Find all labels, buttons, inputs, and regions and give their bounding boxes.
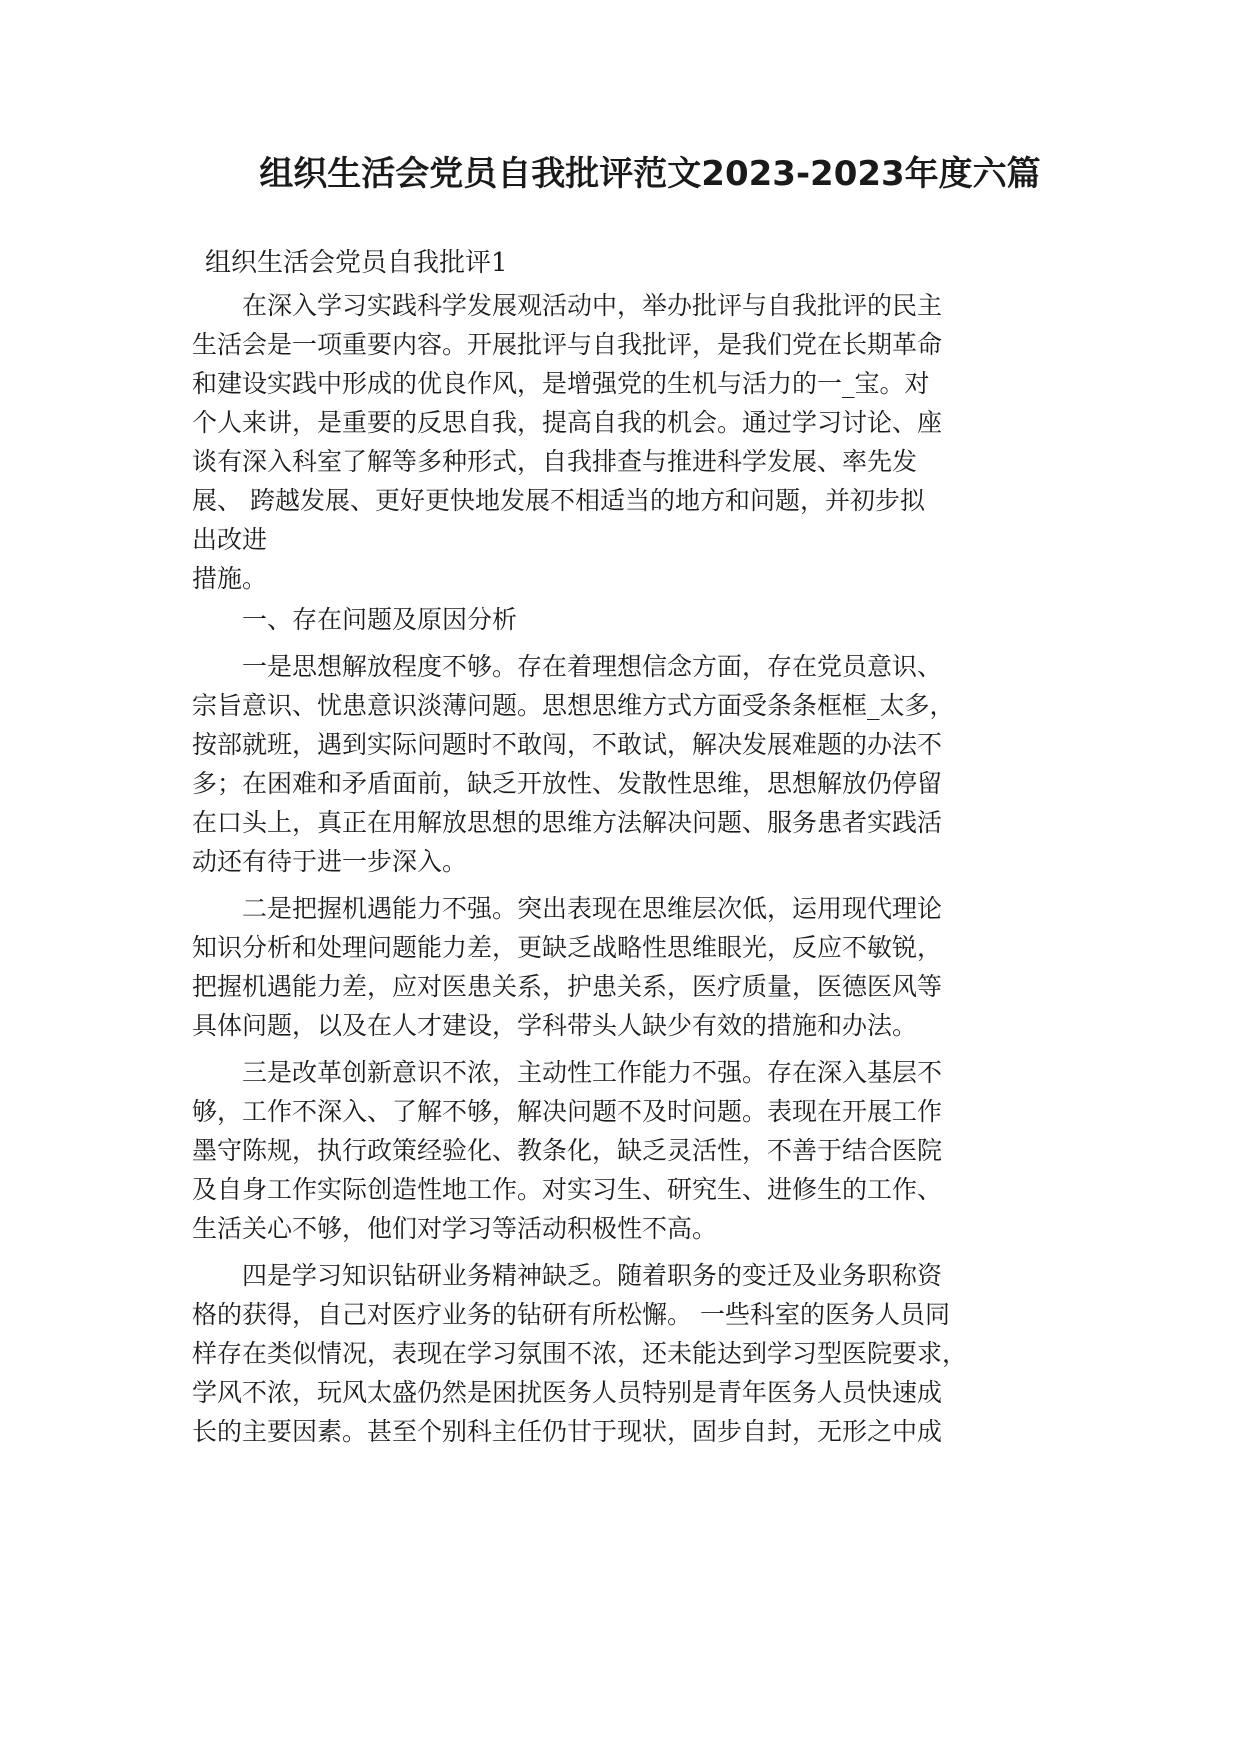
text-line: 和建设实践中形成的优良作风，是增强党的生机与活力的一_宝。对: [192, 369, 930, 398]
text-line: 学风不浓，玩风太盛仍然是困扰医务人员特别是青年医务人员快速成: [192, 1378, 943, 1407]
paragraph-point-2: [192, 889, 1052, 1045]
text-line: 谈有深入科室了解等多种形式，自我排查与推进科学发展、率先发: [192, 447, 918, 476]
text-line: 墨守陈规，执行政策经验化、教条化，缺乏灵活性，不善于结合医院: [192, 1136, 943, 1165]
text-line: 生活关心不够，他们对学习等活动积极性不高。: [192, 1214, 718, 1243]
paragraph-point-1: [192, 647, 1052, 881]
text-line: 出改进: [192, 525, 268, 554]
text-line: 把握机遇能力差，应对医患关系，护患关系，医疗质量，医德医风等: [192, 972, 943, 1001]
text-line: 及自身工作实际创造性地工作。对实习生、研究生、进修生的工作、: [192, 1175, 943, 1204]
text-line: 宗旨意识、忧患意识淡薄问题。思想思维方式方面受条条框框_太多，: [192, 691, 955, 720]
text-line: 在口头上，真正在用解放思想的思维方法解决问题、服务患者实践活: [192, 808, 943, 837]
text-line: 措施。: [192, 564, 268, 593]
text-line: 知识分析和处理问题能力差，更缺乏战略性思维眼光，反应不敏锐，: [192, 933, 943, 962]
text-line: 生活会是一项重要内容。开展批评与自我批评，是我们党在长期革命: [192, 330, 943, 359]
text-line: 样存在类似情况，表现在学习氛围不浓，还未能达到学习型医院要求，: [192, 1339, 968, 1368]
text-line: 一是思想解放程度不够。存在着理想信念方面，存在党员意识、: [242, 652, 943, 681]
text-line: 四是学习知识钻研业务精神缺乏。随着职务的变迁及业务职称资: [242, 1261, 943, 1290]
paragraph-point-3: [192, 1053, 1052, 1248]
text-line: 够，工作不深入、了解不够，解决问题不及时问题。表现在开展工作: [192, 1097, 943, 1126]
text-line: 按部就班，遇到实际问题时不敢闯，不敢试，解决发展难题的办法不: [192, 730, 943, 759]
paragraph-intro: [192, 286, 1052, 598]
document-body: [192, 286, 1052, 1451]
text-line: 长的主要因素。甚至个别科主任仍甘于现状，固步自封，无形之中成: [192, 1417, 943, 1446]
document-title: 组织生活会党员自我批评范文2023-2023年度六篇: [259, 154, 1041, 194]
text-line: 多；在困难和矛盾面前，缺乏开放性、发散性思维，思想解放仍停留: [192, 769, 943, 798]
section-subheading: 组织生活会党员自我批评1: [205, 248, 508, 278]
text-line: 一、存在问题及原因分析: [242, 605, 518, 634]
text-line: 个人来讲，是重要的反思自我，提高自我的机会。通过学习讨论、座: [192, 408, 943, 437]
paragraph-point-4: [192, 1256, 1052, 1451]
section-heading: [192, 600, 1052, 639]
text-line: 动还有待于进一步深入。: [192, 847, 468, 876]
text-line: 在深入学习实践科学发展观活动中，举办批评与自我批评的民主: [242, 291, 943, 320]
text-line: 二是把握机遇能力不强。突出表现在思维层次低，运用现代理论: [242, 894, 943, 923]
text-line: 三是改革创新意识不浓，主动性工作能力不强。存在深入基层不: [242, 1058, 943, 1087]
text-line: 展、 跨越发展、更好更快地发展不相适当的地方和问题，并初步拟: [192, 486, 925, 515]
text-line: 格的获得，自己对医疗业务的钻研有所松懈。 一些科室的医务人员同: [192, 1300, 950, 1329]
text-line: 具体问题，以及在人才建设，学科带头人缺少有效的措施和办法。: [192, 1011, 918, 1040]
